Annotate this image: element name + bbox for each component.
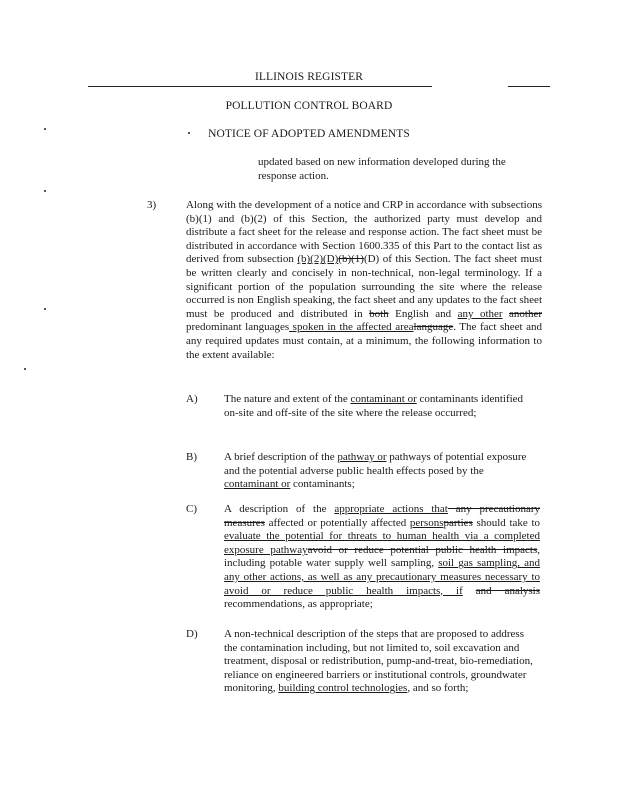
inserted-text: soil gas sampling, and any other actions, as well as any precautionary measures necessary to avoid or reduce public health impacts, if [224,557,540,597]
inserted-text: building control technologies [278,682,408,695]
itemD-text: , and so forth; [407,682,469,695]
margin-speck [188,132,190,134]
inserted-text: contaminant or [350,393,417,405]
margin-speck [44,128,46,130]
para3-text: predominant languages [186,321,290,334]
itemA-text: contaminants identified on-site and off-site of the site where the release occurred; [224,393,524,419]
deleted-text: language [413,321,454,334]
para3-text: . The fact sheet and any required updates must contain, at a minimum, the following information to the extent available: [186,321,542,361]
inserted-text: any other [457,307,503,320]
itemA-text: The nature and extent of the [224,393,351,405]
itemB-text: contaminants; [290,478,355,491]
itemB-label: B) [186,451,197,463]
deleted-text: parties [443,516,473,529]
inserted-text: persons [409,516,444,529]
para3-body [186,199,542,362]
margin-speck [44,308,46,310]
para3-text: English and [388,307,458,320]
itemA-label: A) [186,393,198,405]
inserted-text: contaminant or [224,478,291,491]
itemB-text: pathways of potential exposure and the potential adverse public health effects posed by the [224,451,527,477]
itemD-label: D) [186,628,198,640]
itemC-label: C) [186,503,197,515]
header-rule-left [88,86,432,87]
inserted-text: appropriate actions that [334,503,448,515]
para3-label: 3) [147,199,157,211]
itemC-text: affected or potentially affected [264,516,410,529]
deleted-text: (b)(1) [338,253,364,266]
deleted-text: both [369,307,389,320]
header-rule-right [508,86,550,87]
board-title: POLLUTION CONTROL BOARD [225,100,393,112]
margin-speck [24,368,26,370]
itemC-text: recommendations, as appropriate; [224,598,373,611]
margin-speck [44,190,46,192]
itemA-body [224,393,540,420]
inserted-text: spoken in the affected area [289,321,414,334]
register-title: ILLINOIS REGISTER [254,71,364,83]
para3-text: Along with the development of a notice and CRP in accordance with subsections (b)(1) and (b)(2) of this Section, the authorized party must develop and distribute a fact sheet for the release and response action. The fact sheet must be distributed in accordance with Section 1600.335 of this Part to the contact list as derived from subsection [186,199,542,266]
itemB-text: A brief description of the [224,451,338,463]
para3-text: (D) of this Section. The fact sheet must be written clearly and concisely in non-technical, non-legal terminology. If a significant portion of the population surrounding the site where the release occurred is non English speaking, the fact sheet and any updates to the fact sheet must be produced and distributed in [186,253,543,320]
deleted-text: another [509,307,543,320]
itemD-text: A non-technical description of the steps that are proposed to address the contamination including, but not limited to, soil excavation and treatment, disposal or redistribution, pump-and-treat, bio-remediation, reliance on engineered barriers or institutional controls, groundwater monitoring, [224,628,533,695]
inserted-text: evaluate the potential for threats to human health via a completed exposure pathway [224,530,540,556]
notice-title: NOTICE OF ADOPTED AMENDMENTS [208,128,410,140]
inserted-text: (b)(2)(D) [297,253,339,266]
deleted-text: avoid or reduce potential public health impacts [307,543,538,556]
itemC-text: A description of the [224,503,335,515]
inserted-text: pathway or [337,451,387,463]
itemC-body [224,503,540,612]
continued-text: updated based on new information developed during the response action. [258,156,506,182]
itemB-body [224,451,540,492]
deleted-text: and analysis [475,584,541,597]
itemC-text: , including potable water supply well sampling, [224,543,540,570]
deleted-text: any precautionary measures [224,503,540,529]
itemD-body [224,628,540,696]
itemC-text: should take to [472,516,541,529]
